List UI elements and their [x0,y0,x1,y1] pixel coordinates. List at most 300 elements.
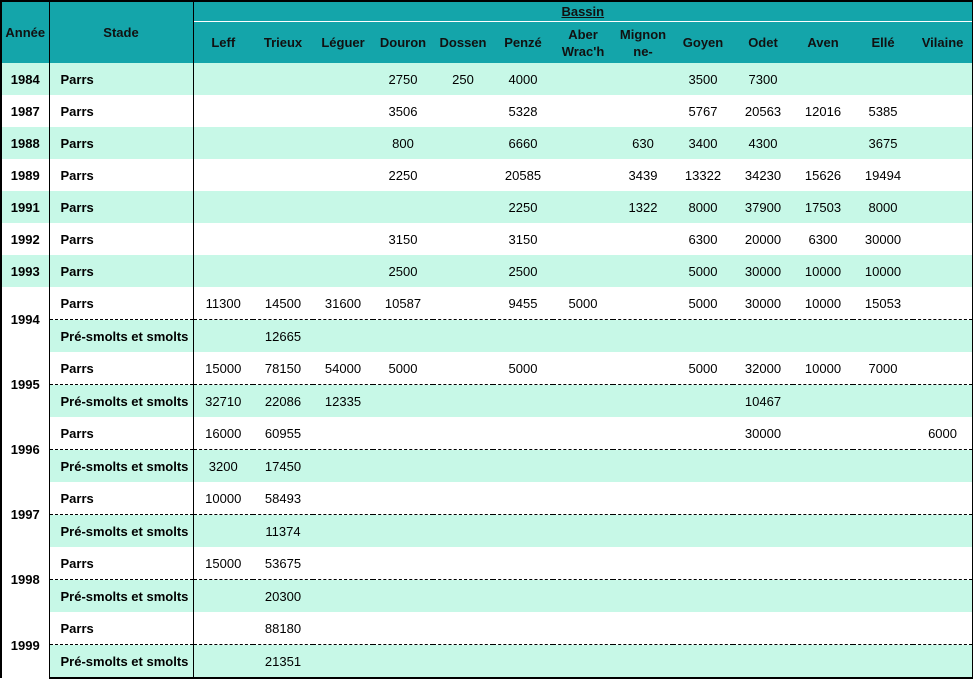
table-row [1,515,973,548]
value-cell [913,95,973,127]
value-cell [433,385,493,418]
year-cell: 1994 [1,287,49,352]
value-cell: 10000 [853,255,913,287]
value-cell: 6300 [793,223,853,255]
value-cell [433,352,493,385]
value-cell [493,580,553,613]
value-cell [613,63,673,95]
stage-cell: Parrs [49,191,193,223]
value-cell [313,320,373,353]
value-cell [553,515,613,548]
value-cell [613,95,673,127]
value-cell [913,515,973,548]
value-cell: 12335 [313,385,373,418]
value-cell [313,63,373,95]
value-cell: 15053 [853,287,913,320]
value-cell [613,417,673,450]
stage-cell: Pré-smolts et smolts [49,385,193,418]
basin-label: Bassin [561,4,605,19]
value-cell [313,95,373,127]
value-cell: 2250 [493,191,553,223]
value-cell [553,159,613,191]
value-cell: 15000 [193,352,253,385]
value-cell: 22086 [253,385,313,418]
value-cell [553,352,613,385]
value-cell: 250 [433,63,493,95]
value-cell: 53675 [253,547,313,580]
value-cell [673,612,733,645]
value-cell: 31600 [313,287,373,320]
value-cell [793,612,853,645]
year-cell: 1984 [1,63,49,95]
value-cell [793,417,853,450]
value-cell [853,450,913,483]
value-cell [553,547,613,580]
stage-cell: Parrs [49,287,193,320]
stage-cell: Pré-smolts et smolts [49,580,193,613]
value-cell: 3439 [613,159,673,191]
river-header-penze: Penzé [493,22,553,64]
value-cell: 58493 [253,482,313,515]
river-header-douron: Douron [373,22,433,64]
value-cell [613,482,673,515]
value-cell [733,580,793,613]
value-cell [913,127,973,159]
value-cell [793,385,853,418]
value-cell [613,515,673,548]
value-cell [313,127,373,159]
value-cell [253,191,313,223]
value-cell [733,645,793,679]
value-cell [553,580,613,613]
value-cell [373,515,433,548]
value-cell [493,320,553,353]
value-cell [673,645,733,679]
value-cell [193,255,253,287]
value-cell [313,515,373,548]
value-cell [553,417,613,450]
value-cell [433,450,493,483]
value-cell [253,255,313,287]
value-cell: 6300 [673,223,733,255]
stage-cell: Parrs [49,63,193,95]
value-cell: 19494 [853,159,913,191]
table-row [1,223,973,255]
stage-cell: Parrs [49,95,193,127]
value-cell: 4300 [733,127,793,159]
value-cell: 32710 [193,385,253,418]
value-cell: 30000 [853,223,913,255]
value-cell: 10587 [373,287,433,320]
value-cell: 9455 [493,287,553,320]
value-cell: 10467 [733,385,793,418]
value-cell [793,127,853,159]
value-cell: 3150 [493,223,553,255]
value-cell [613,580,673,613]
value-cell [913,580,973,613]
table-row [1,385,973,418]
value-cell: 5767 [673,95,733,127]
value-cell [313,612,373,645]
value-cell: 20300 [253,580,313,613]
value-cell [253,127,313,159]
value-cell: 2250 [373,159,433,191]
value-cell [433,287,493,320]
river-header-leguer: Léguer [313,22,373,64]
table-row [1,191,973,223]
year-cell: 1995 [1,352,49,417]
value-cell: 8000 [673,191,733,223]
table-row [1,159,973,191]
year-cell: 1988 [1,127,49,159]
value-cell: 17503 [793,191,853,223]
value-cell [853,612,913,645]
value-cell: 30000 [733,255,793,287]
value-cell: 13322 [673,159,733,191]
value-cell: 10000 [193,482,253,515]
value-cell [193,580,253,613]
river-header-leff: Leff [193,22,253,64]
value-cell: 12665 [253,320,313,353]
value-cell [853,385,913,418]
value-cell [613,612,673,645]
value-cell [193,63,253,95]
value-cell [433,417,493,450]
value-cell: 2500 [493,255,553,287]
table-row [1,547,973,580]
value-cell [913,255,973,287]
value-cell: 37900 [733,191,793,223]
stage-column-header: Stade [49,1,193,63]
value-cell: 5000 [673,352,733,385]
stage-cell: Parrs [49,612,193,645]
value-cell [673,580,733,613]
value-cell [373,645,433,679]
value-cell: 630 [613,127,673,159]
value-cell [913,612,973,645]
value-cell [613,287,673,320]
value-cell [193,515,253,548]
value-cell [253,63,313,95]
value-cell [373,417,433,450]
value-cell: 60955 [253,417,313,450]
table-row [1,612,973,645]
value-cell [373,612,433,645]
value-cell [313,417,373,450]
value-cell [433,547,493,580]
value-cell: 5000 [673,287,733,320]
value-cell [673,547,733,580]
value-cell [253,159,313,191]
value-cell [913,547,973,580]
value-cell [553,95,613,127]
value-cell [433,580,493,613]
value-cell [673,515,733,548]
value-cell: 11300 [193,287,253,320]
value-cell: 10000 [793,255,853,287]
year-cell: 1987 [1,95,49,127]
value-cell [253,95,313,127]
stage-cell: Pré-smolts et smolts [49,450,193,483]
value-cell [433,95,493,127]
year-cell: 1998 [1,547,49,612]
value-cell [853,417,913,450]
year-cell: 1999 [1,612,49,678]
value-cell [793,450,853,483]
value-cell: 34230 [733,159,793,191]
value-cell: 6000 [913,417,973,450]
value-cell: 12016 [793,95,853,127]
value-cell [433,159,493,191]
value-cell [493,547,553,580]
value-cell [853,63,913,95]
value-cell [193,95,253,127]
value-cell [493,417,553,450]
value-cell [853,320,913,353]
value-cell [673,320,733,353]
value-cell: 20000 [733,223,793,255]
year-cell: 1992 [1,223,49,255]
value-cell: 30000 [733,417,793,450]
value-cell [373,385,433,418]
value-cell [493,450,553,483]
river-header-vilaine: Vilaine [913,22,973,64]
value-cell: 2500 [373,255,433,287]
value-cell [313,482,373,515]
value-cell [733,450,793,483]
table-row [1,63,973,95]
stage-cell: Pré-smolts et smolts [49,515,193,548]
value-cell [613,645,673,679]
value-cell [913,63,973,95]
value-cell [853,515,913,548]
table-row [1,255,973,287]
value-cell [433,482,493,515]
value-cell [613,255,673,287]
value-cell [313,450,373,483]
stage-cell: Parrs [49,223,193,255]
value-cell: 3500 [673,63,733,95]
value-cell [433,612,493,645]
value-cell [373,450,433,483]
value-cell: 54000 [313,352,373,385]
value-cell: 5000 [493,352,553,385]
stage-cell: Parrs [49,255,193,287]
value-cell [433,127,493,159]
value-cell [553,645,613,679]
value-cell: 3150 [373,223,433,255]
value-cell [553,612,613,645]
value-cell [373,482,433,515]
stage-cell: Parrs [49,127,193,159]
value-cell: 5000 [553,287,613,320]
stage-cell: Parrs [49,482,193,515]
table-row [1,352,973,385]
value-cell [913,385,973,418]
table-row [1,482,973,515]
value-cell: 16000 [193,417,253,450]
value-cell [493,515,553,548]
value-cell [853,580,913,613]
stage-cell: Parrs [49,547,193,580]
river-header-aber-wrach: Aber Wrac'h [553,22,613,64]
value-cell [493,645,553,679]
value-cell [373,547,433,580]
value-cell [193,191,253,223]
value-cell [433,191,493,223]
value-cell: 21351 [253,645,313,679]
year-cell: 1993 [1,255,49,287]
value-cell [313,255,373,287]
value-cell: 5000 [673,255,733,287]
river-header-mignonne: Mignon ne- [613,22,673,64]
stage-cell: Pré-smolts et smolts [49,645,193,679]
value-cell [193,645,253,679]
table-row [1,417,973,450]
value-cell: 3506 [373,95,433,127]
value-cell [733,612,793,645]
value-cell [913,320,973,353]
value-cell [673,482,733,515]
value-cell: 1322 [613,191,673,223]
value-cell [313,580,373,613]
value-cell: 78150 [253,352,313,385]
value-cell [493,612,553,645]
value-cell [673,417,733,450]
value-cell [793,482,853,515]
value-cell [913,645,973,679]
value-cell [793,547,853,580]
value-cell [553,320,613,353]
value-cell [493,482,553,515]
table-row [1,127,973,159]
value-cell: 5000 [373,352,433,385]
value-cell [193,159,253,191]
stage-cell: Pré-smolts et smolts [49,320,193,353]
year-cell: 1997 [1,482,49,547]
value-cell [553,127,613,159]
stage-cell: Parrs [49,417,193,450]
value-cell: 30000 [733,287,793,320]
value-cell: 7000 [853,352,913,385]
value-cell [793,63,853,95]
value-cell [793,645,853,679]
value-cell [793,580,853,613]
value-cell: 20585 [493,159,553,191]
value-cell [793,320,853,353]
value-cell [733,515,793,548]
year-cell: 1989 [1,159,49,191]
value-cell [673,385,733,418]
value-cell [613,223,673,255]
value-cell [613,547,673,580]
value-cell [913,159,973,191]
value-cell: 3200 [193,450,253,483]
value-cell [613,352,673,385]
value-cell [853,645,913,679]
value-cell [853,482,913,515]
value-cell [433,320,493,353]
value-cell: 5328 [493,95,553,127]
table-row [1,95,973,127]
value-cell: 15626 [793,159,853,191]
value-cell [913,482,973,515]
value-cell [553,255,613,287]
value-cell: 4000 [493,63,553,95]
value-cell: 7300 [733,63,793,95]
stage-cell: Parrs [49,352,193,385]
value-cell: 15000 [193,547,253,580]
river-header-trieux: Trieux [253,22,313,64]
table-row [1,450,973,483]
river-header-dossen: Dossen [433,22,493,64]
value-cell [253,223,313,255]
value-cell [913,191,973,223]
value-cell [913,223,973,255]
value-cell [733,320,793,353]
table-row [1,645,973,679]
value-cell: 10000 [793,352,853,385]
value-cell [553,450,613,483]
value-cell [613,320,673,353]
value-cell [613,385,673,418]
value-cell [913,450,973,483]
value-cell [553,191,613,223]
value-cell: 10000 [793,287,853,320]
value-cell [193,223,253,255]
year-cell: 1991 [1,191,49,223]
value-cell [313,547,373,580]
value-cell: 11374 [253,515,313,548]
value-cell [553,63,613,95]
value-cell [193,612,253,645]
stage-cell: Parrs [49,159,193,191]
value-cell [913,287,973,320]
value-cell [373,320,433,353]
value-cell: 17450 [253,450,313,483]
year-cell: 1996 [1,417,49,482]
table-body [1,63,973,678]
value-cell: 6660 [493,127,553,159]
value-cell [673,450,733,483]
value-cell [493,385,553,418]
value-cell [553,482,613,515]
value-cell: 8000 [853,191,913,223]
value-cell [793,515,853,548]
table-row [1,580,973,613]
value-cell [733,547,793,580]
year-column-header: Année [1,1,49,63]
value-cell [433,515,493,548]
value-cell [553,385,613,418]
table-header [1,1,973,63]
value-cell [913,352,973,385]
value-cell [313,223,373,255]
value-cell [313,191,373,223]
value-cell: 800 [373,127,433,159]
value-cell [313,645,373,679]
value-cell [193,320,253,353]
value-cell [193,127,253,159]
value-cell [373,191,433,223]
table-row [1,320,973,353]
value-cell [553,223,613,255]
value-cell: 20563 [733,95,793,127]
value-cell [613,450,673,483]
basin-group-header [193,1,973,22]
river-header-goyen: Goyen [673,22,733,64]
river-header-elle: Ellé [853,22,913,64]
